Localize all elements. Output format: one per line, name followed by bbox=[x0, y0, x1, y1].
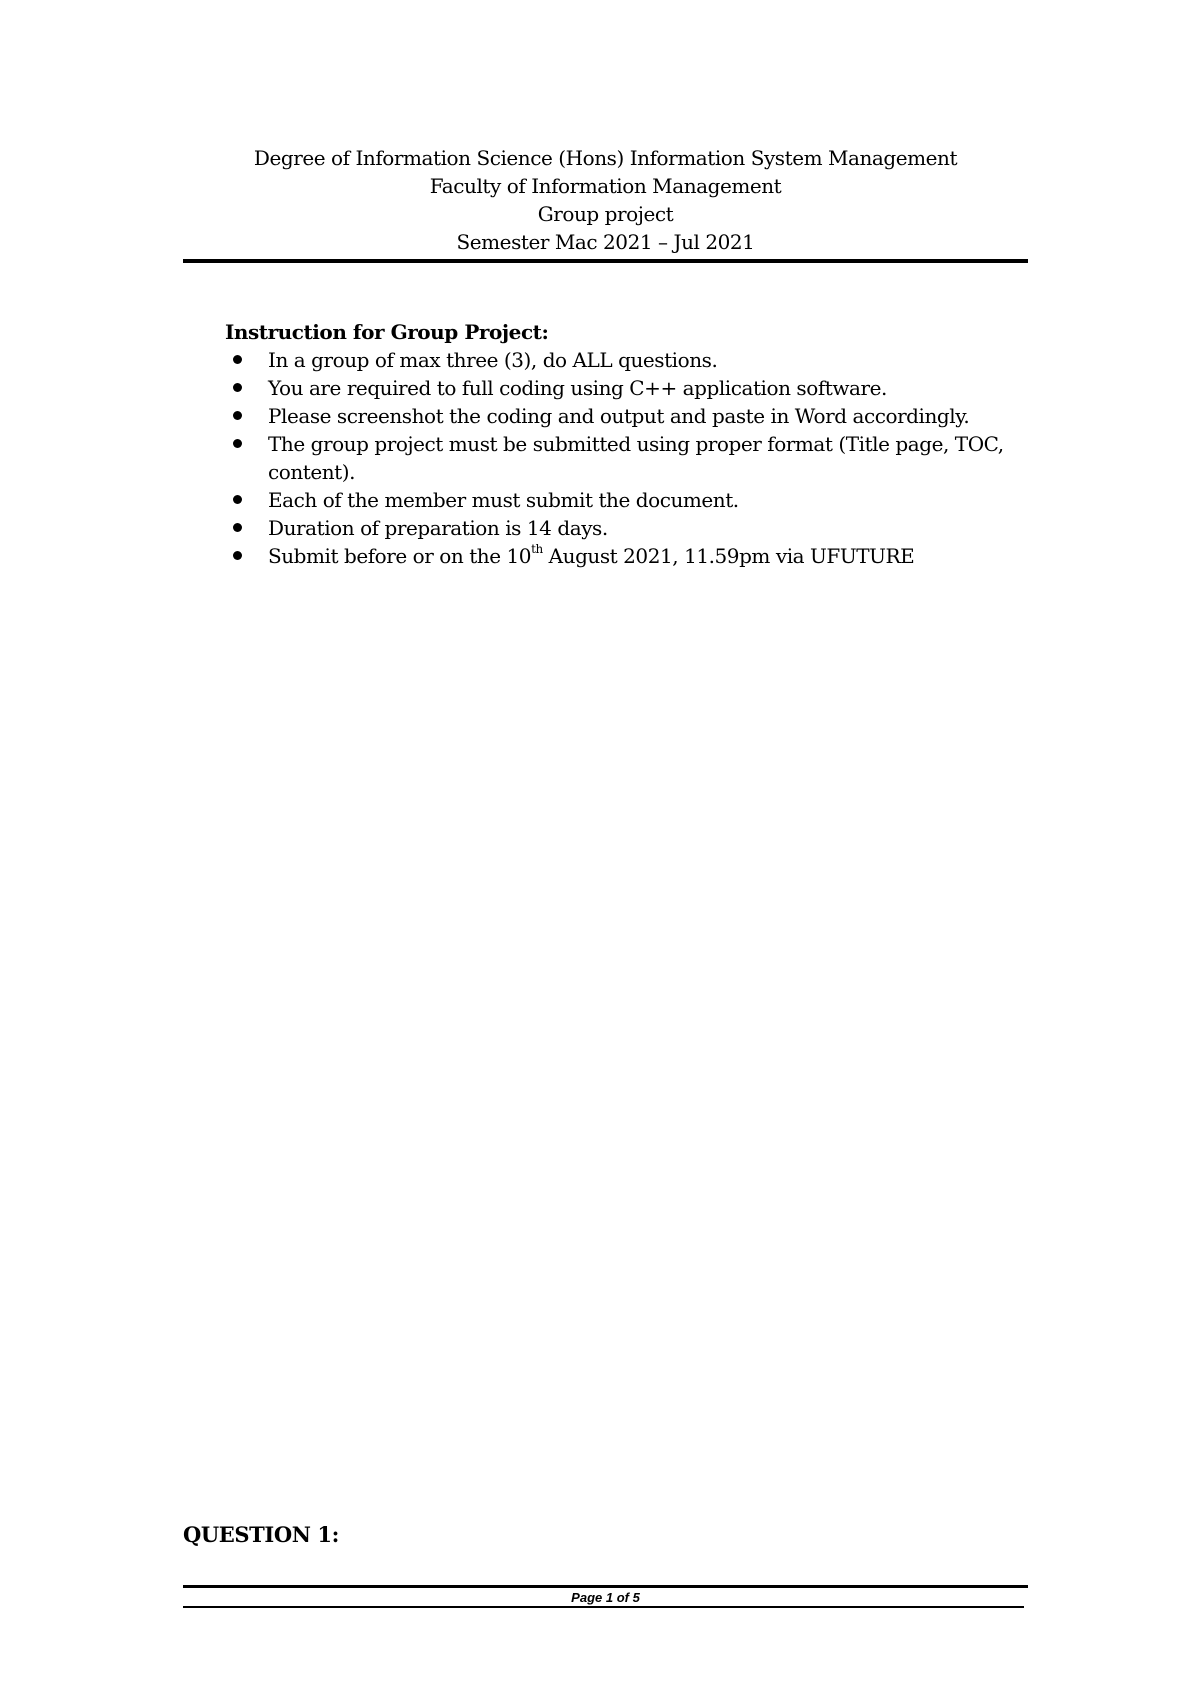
instructions-heading: Instruction for Group Project: bbox=[225, 320, 549, 344]
submission-text-end: August 2021, 11.59pm via UFUTURE bbox=[542, 544, 915, 568]
list-item bbox=[225, 402, 1035, 430]
list-item bbox=[225, 514, 1035, 542]
project-type: Group project bbox=[537, 202, 674, 226]
header-divider bbox=[183, 259, 1028, 263]
list-item bbox=[225, 542, 1035, 570]
list-item-text: Each of the member must submit the document. bbox=[268, 488, 739, 512]
bullet-icon bbox=[233, 551, 242, 560]
ordinal-suffix: th bbox=[531, 542, 543, 557]
footer-bottom-rule bbox=[183, 1606, 1024, 1608]
footer-top-rule bbox=[183, 1585, 1028, 1588]
instructions-list bbox=[225, 346, 1035, 570]
list-item-text: In a group of max three (3), do ALL questions. bbox=[268, 348, 718, 372]
list-item bbox=[225, 346, 1035, 374]
list-item-text: You are required to full coding using C++ application software. bbox=[268, 376, 887, 400]
degree-title: Degree of Information Science (Hons) Information System Management bbox=[253, 146, 958, 170]
bullet-icon bbox=[233, 383, 242, 392]
list-item-text: Please screenshot the coding and output and paste in Word accordingly. bbox=[268, 404, 970, 428]
list-item-text: Duration of preparation is 14 days. bbox=[268, 516, 608, 540]
bullet-icon bbox=[233, 355, 242, 364]
list-item bbox=[225, 486, 1035, 514]
faculty-name: Faculty of Information Management bbox=[429, 174, 782, 198]
instructions-section bbox=[225, 318, 1035, 570]
bullet-icon bbox=[233, 411, 242, 420]
list-item-text: The group project must be submitted using proper format (Title page, TOC, content). bbox=[268, 432, 1004, 484]
list-item bbox=[225, 374, 1035, 402]
page-number: Page 1 of 5 bbox=[571, 1590, 640, 1605]
list-item-text bbox=[268, 542, 1035, 570]
submission-text-start: Submit before or on the 10 bbox=[268, 544, 532, 568]
bullet-icon bbox=[233, 495, 242, 504]
document-header bbox=[183, 144, 1028, 256]
question-heading: QUESTION 1: bbox=[183, 1522, 339, 1547]
list-item bbox=[225, 430, 1035, 486]
bullet-icon bbox=[233, 439, 242, 448]
bullet-icon bbox=[233, 523, 242, 532]
semester-label: Semester Mac 2021 – Jul 2021 bbox=[456, 230, 755, 254]
